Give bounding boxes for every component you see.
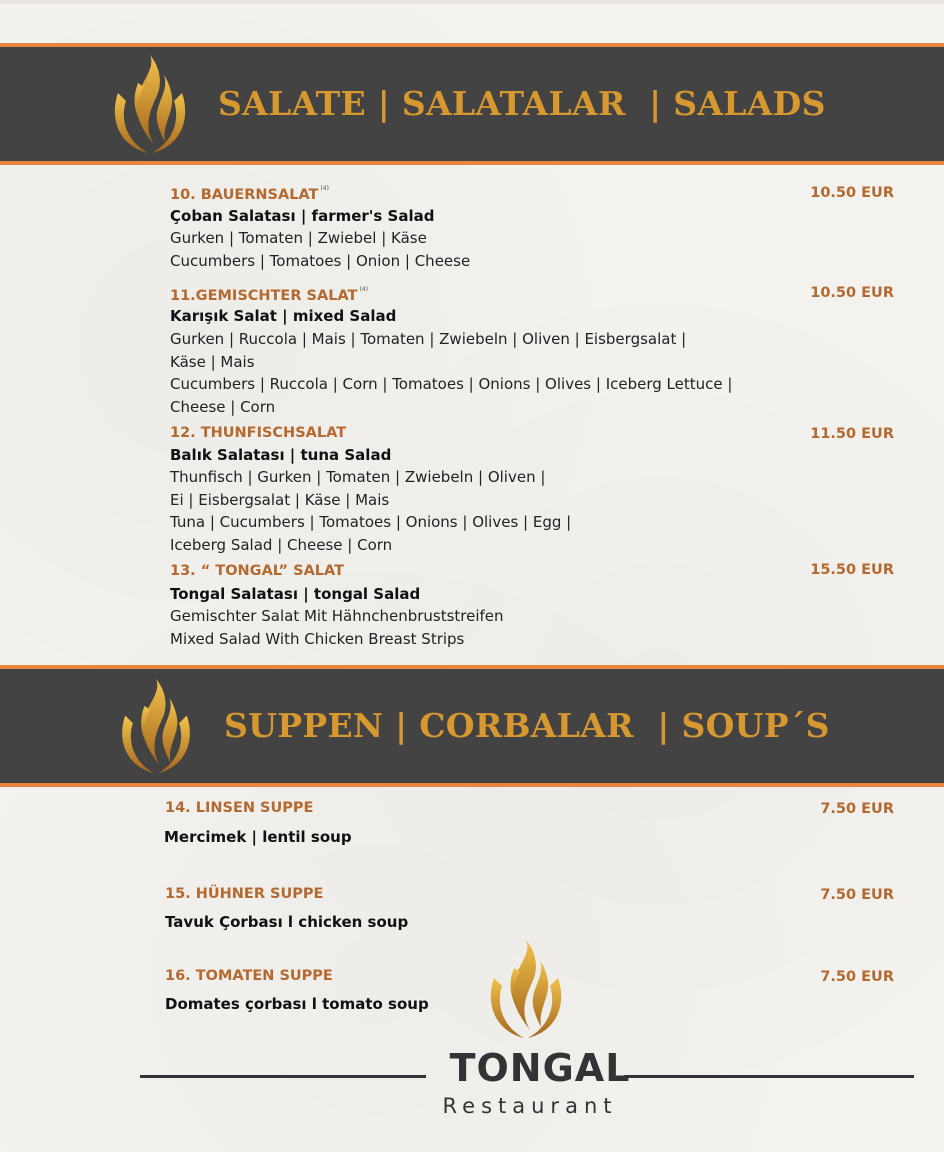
item-subtitle: Balık Salatası | tuna Salad: [170, 446, 392, 464]
item-description: Gemischter Salat Mit Hähnchenbruststreifen Mixed Salad With Chicken Breast Strips: [170, 607, 504, 648]
top-divider: [0, 0, 944, 4]
flame-icon: [114, 677, 198, 777]
flame-icon: [108, 53, 192, 157]
item-subtitle: Karışık Salat | mixed Salad: [170, 307, 397, 325]
item-price: 7.50 EUR: [820, 887, 894, 903]
item-title: 16. TOMATEN SUPPE: [165, 968, 333, 984]
item-subtitle: Mercimek | lentil soup: [164, 828, 352, 846]
item-subtitle: Domates çorbası l tomato soup: [165, 995, 429, 1013]
item-title: 13. “ TONGAL” SALAT: [170, 563, 345, 579]
item-subtitle: Çoban Salatası | farmer's Salad: [170, 207, 435, 225]
item-price: 10.50 EUR: [810, 185, 894, 201]
item-price: 10.50 EUR: [810, 285, 894, 301]
item-price: 11.50 EUR: [810, 426, 894, 442]
item-title: 11.GEMISCHTER SALAT $^{(4)}$: [170, 286, 368, 304]
brand-name: TONGAL: [449, 1046, 631, 1090]
item-subtitle: Tavuk Çorbası l chicken soup: [165, 913, 409, 931]
soups-banner: [0, 665, 944, 787]
brand-subtitle: Restaurant: [442, 1094, 618, 1118]
item-subtitle: Tongal Salatası | tongal Salad: [170, 585, 421, 603]
item-title: 10. BAUERNSALAT $^{(4)}$: [170, 185, 329, 203]
item-description: Gurken | Tomaten | Zwiebel | Käse Cucumbers | Tomatoes | Onion | Cheese: [170, 229, 471, 270]
item-title: 15. HÜHNER SUPPE: [165, 886, 324, 902]
flame-icon: [480, 938, 572, 1042]
soups-heading: SUPPEN | CORBALAR | SOUP´S: [224, 706, 830, 745]
item-price: 7.50 EUR: [820, 969, 894, 985]
salads-banner: [0, 43, 944, 165]
item-title: 14. LINSEN SUPPE: [165, 800, 314, 816]
item-title: 12. THUNFISCHSALAT: [170, 425, 347, 441]
item-price: 15.50 EUR: [810, 562, 894, 578]
item-description: Thunfisch | Gurken | Tomaten | Zwiebeln | Oliven | Ei | Eisbergsalat | Käse | Mais Tuna | Cucumbers | Tomatoes | Onions | Olives | Egg | Iceberg Salad | Cheese | Corn: [170, 468, 572, 554]
salads-heading: SALATE | SALATALAR | SALADS: [218, 84, 826, 123]
item-description: Gurken | Ruccola | Mais | Tomaten | Zwiebeln | Oliven | Eisbergsalat | Käse | Mais Cucumbers | Ruccola | Corn | Tomatoes | Onions | Olives | Iceberg Lettuce | Cheese | Corn: [170, 330, 733, 416]
item-price: 7.50 EUR: [820, 801, 894, 817]
